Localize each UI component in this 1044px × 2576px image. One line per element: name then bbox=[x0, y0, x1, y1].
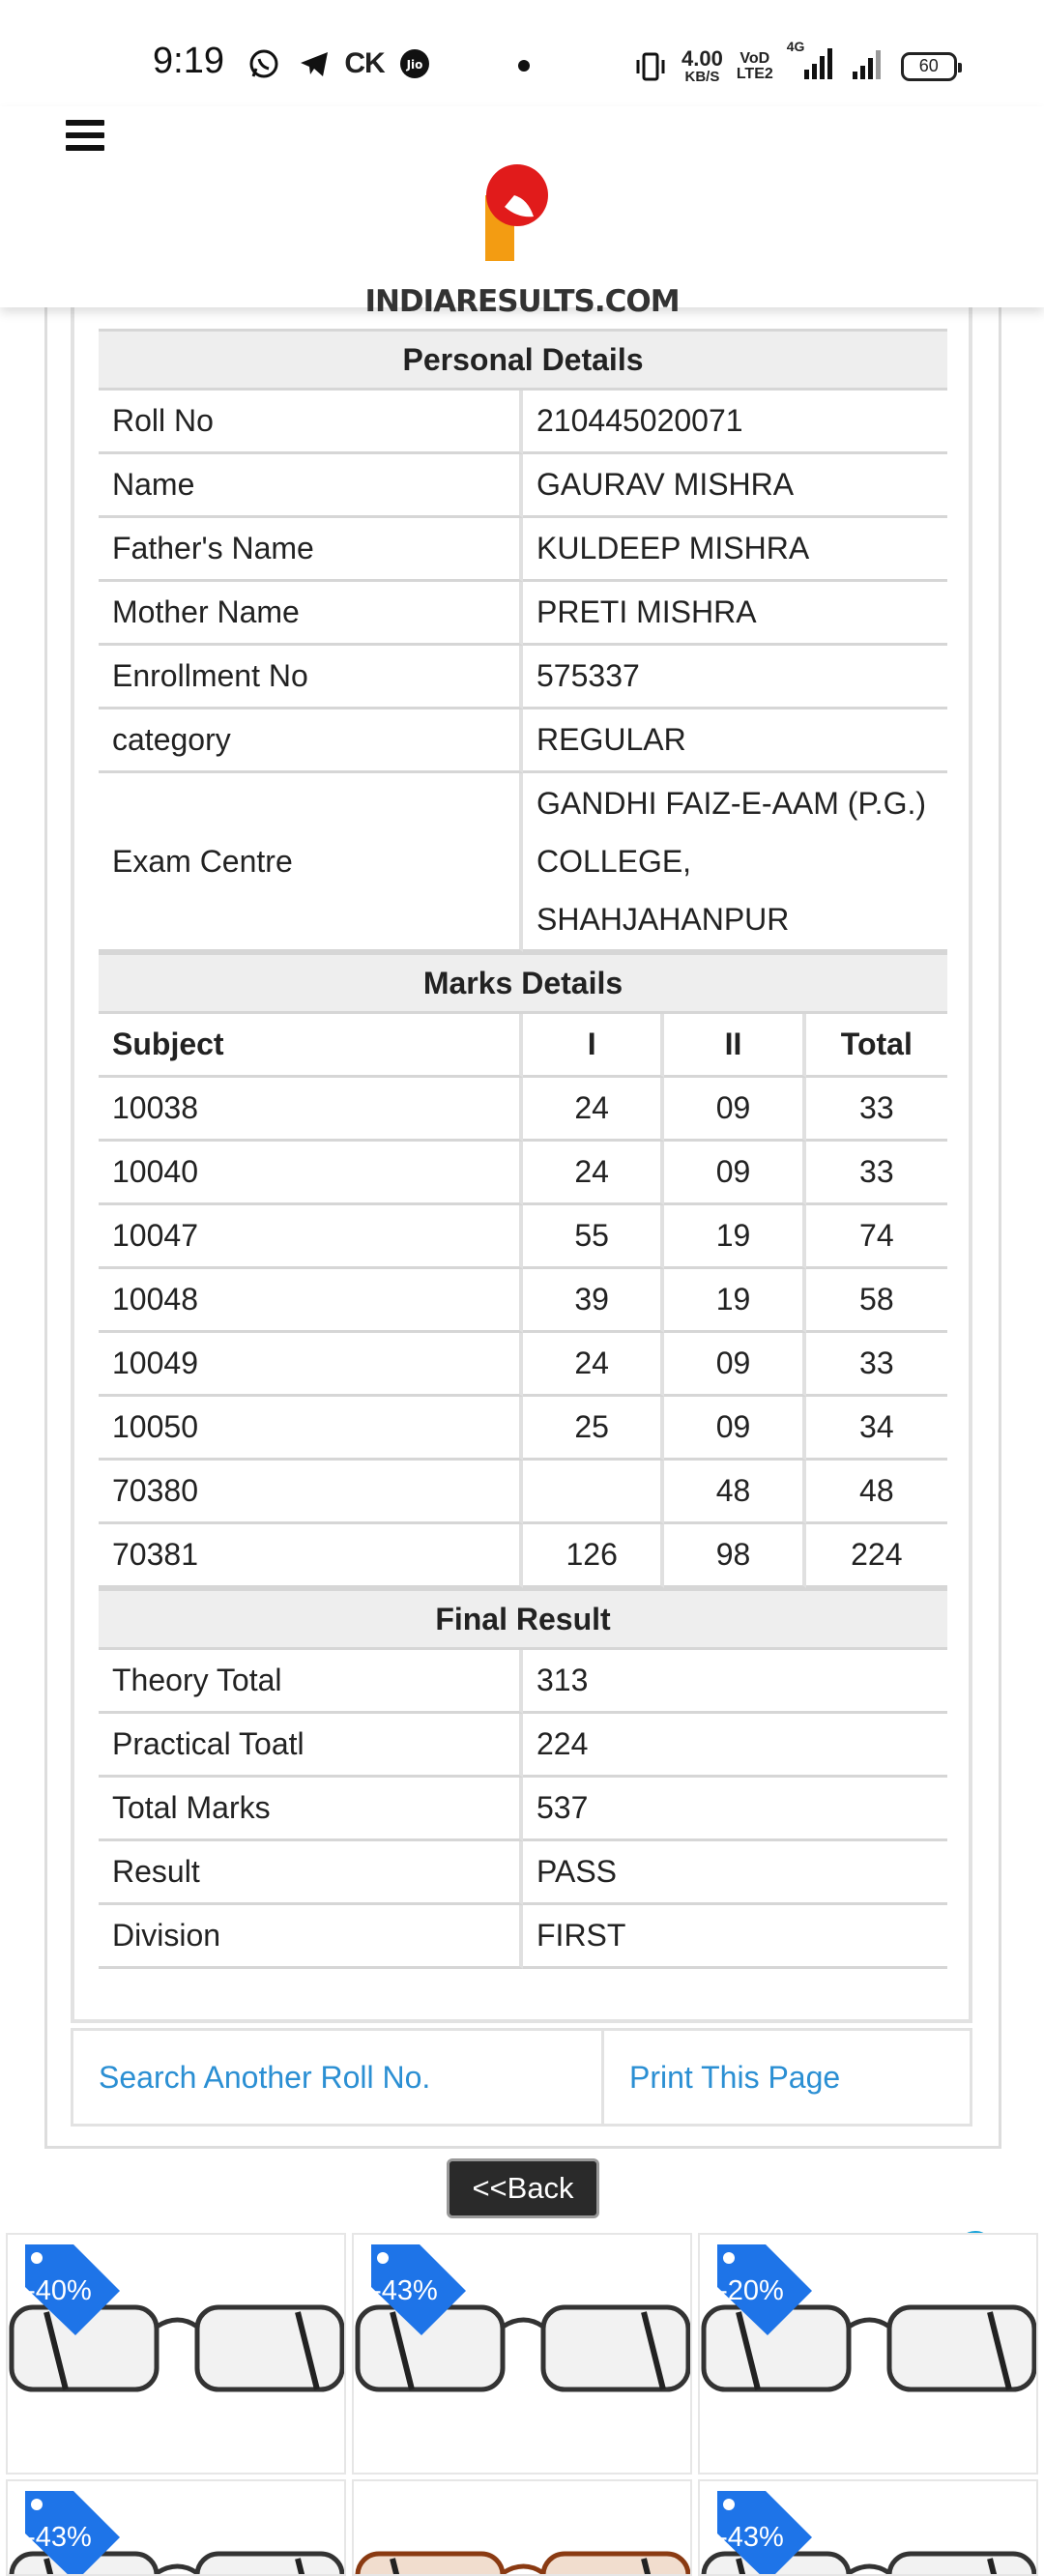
ck-icon: CK bbox=[344, 47, 385, 79]
discount-label: -43% bbox=[26, 2522, 92, 2553]
marks-cell: 224 bbox=[806, 1524, 947, 1588]
total-marks-value: 537 bbox=[523, 1778, 947, 1841]
subject-code: 10047 bbox=[99, 1205, 523, 1269]
subject-code: 10038 bbox=[99, 1078, 523, 1142]
result-value: PASS bbox=[523, 1841, 947, 1905]
marks-cell: 25 bbox=[523, 1397, 664, 1461]
marks-cell: 39 bbox=[523, 1269, 664, 1333]
logo-text: INDIARESULTS.COM bbox=[364, 284, 680, 319]
subject-code: 10049 bbox=[99, 1333, 523, 1397]
practical-total-value: 224 bbox=[523, 1714, 947, 1778]
discount-label: -20% bbox=[718, 2275, 784, 2306]
jio-icon bbox=[397, 46, 432, 81]
roll-no-value: 210445020071 bbox=[523, 391, 947, 454]
marks-row bbox=[99, 1078, 947, 1142]
table-row bbox=[99, 709, 947, 773]
telegram-icon bbox=[297, 46, 332, 81]
subject-code: 70381 bbox=[99, 1524, 523, 1588]
discount-tag bbox=[362, 2244, 468, 2341]
marks-cell bbox=[523, 1461, 664, 1524]
volte-icon: VoD LTE2 bbox=[736, 49, 773, 82]
table-row bbox=[99, 1841, 947, 1905]
marks-cell: 09 bbox=[664, 1397, 805, 1461]
discount-label: -43% bbox=[372, 2275, 438, 2306]
vibrate-icon bbox=[633, 49, 668, 84]
row-label: Name bbox=[99, 454, 523, 518]
row-label: Division bbox=[99, 1905, 523, 1969]
eyeglasses-image bbox=[354, 2481, 692, 2576]
theory-total-value: 313 bbox=[523, 1650, 947, 1714]
marks-cell: 74 bbox=[806, 1205, 947, 1269]
column-header: I bbox=[523, 1014, 664, 1078]
ad-product-card[interactable] bbox=[6, 2233, 346, 2475]
marks-row bbox=[99, 1461, 947, 1524]
marks-cell: 33 bbox=[806, 1142, 947, 1205]
marks-cell: 24 bbox=[523, 1333, 664, 1397]
ad-product-card[interactable] bbox=[6, 2479, 346, 2576]
discount-tag bbox=[708, 2491, 814, 2576]
ad-product-card[interactable] bbox=[352, 2479, 692, 2576]
ad-product-card[interactable] bbox=[698, 2233, 1038, 2475]
column-header: Total bbox=[806, 1014, 947, 1078]
marks-cell: 19 bbox=[664, 1205, 805, 1269]
row-label: Roll No bbox=[99, 391, 523, 454]
name-value: GAURAV MISHRA bbox=[523, 454, 947, 518]
action-links bbox=[71, 2028, 972, 2127]
section-header bbox=[99, 1588, 947, 1650]
division-value: FIRST bbox=[523, 1905, 947, 1969]
row-label: Father's Name bbox=[99, 518, 523, 582]
marks-cell: 34 bbox=[806, 1397, 947, 1461]
notification-dot bbox=[518, 60, 530, 72]
row-label: Exam Centre bbox=[99, 773, 523, 952]
exam-centre-value: GANDHI FAIZ-E-AAM (P.G.) COLLEGE, SHAHJAHANPUR bbox=[523, 773, 947, 952]
marks-cell: 24 bbox=[523, 1078, 664, 1142]
subject-code: 10050 bbox=[99, 1397, 523, 1461]
row-label: Enrollment No bbox=[99, 646, 523, 709]
table-row bbox=[99, 646, 947, 709]
marks-row bbox=[99, 1397, 947, 1461]
discount-label: -43% bbox=[718, 2522, 784, 2553]
column-header: Subject bbox=[99, 1014, 523, 1078]
marks-cell: 09 bbox=[664, 1333, 805, 1397]
ad-product-card[interactable] bbox=[352, 2233, 692, 2475]
table-row bbox=[99, 582, 947, 646]
subject-code: 10048 bbox=[99, 1269, 523, 1333]
search-another-link[interactable]: Search Another Roll No. bbox=[71, 2028, 604, 2127]
table-row bbox=[99, 518, 947, 582]
discount-tag bbox=[708, 2244, 814, 2341]
marks-cell: 58 bbox=[806, 1269, 947, 1333]
print-page-link[interactable]: Print This Page bbox=[604, 2028, 972, 2127]
marks-cell: 33 bbox=[806, 1078, 947, 1142]
menu-icon[interactable] bbox=[66, 120, 104, 151]
site-header bbox=[0, 106, 1044, 319]
svg-text:Jio: Jio bbox=[406, 58, 423, 72]
table-row bbox=[99, 1778, 947, 1841]
mother-name-value: PRETI MISHRA bbox=[523, 582, 947, 646]
marks-header-row bbox=[99, 1014, 947, 1078]
marks-row bbox=[99, 1205, 947, 1269]
row-label: Theory Total bbox=[99, 1650, 523, 1714]
column-header: II bbox=[664, 1014, 805, 1078]
marks-cell: 19 bbox=[664, 1269, 805, 1333]
subject-code: 10040 bbox=[99, 1142, 523, 1205]
marks-cell: 48 bbox=[664, 1461, 805, 1524]
signal-icon: 4G bbox=[787, 46, 835, 86]
discount-tag bbox=[15, 2491, 122, 2576]
notification-icons bbox=[246, 46, 432, 81]
marks-cell: 48 bbox=[806, 1461, 947, 1524]
signal-icon bbox=[849, 46, 887, 86]
father-name-value: KULDEEP MISHRA bbox=[523, 518, 947, 582]
marks-row bbox=[99, 1524, 947, 1588]
row-label: Mother Name bbox=[99, 582, 523, 646]
marks-cell: 09 bbox=[664, 1142, 805, 1205]
row-label: Total Marks bbox=[99, 1778, 523, 1841]
table-row bbox=[99, 454, 947, 518]
marks-cell: 24 bbox=[523, 1142, 664, 1205]
back-button[interactable]: <<Back bbox=[447, 2158, 599, 2218]
marks-row bbox=[99, 1269, 947, 1333]
battery-icon: 60 bbox=[901, 52, 957, 81]
marks-row bbox=[99, 1333, 947, 1397]
discount-label: -40% bbox=[26, 2275, 92, 2306]
category-value: REGULAR bbox=[523, 709, 947, 773]
system-icons bbox=[633, 39, 957, 86]
marks-row bbox=[99, 1142, 947, 1205]
section-header bbox=[99, 952, 947, 1014]
ad-product-card[interactable] bbox=[698, 2479, 1038, 2576]
enrollment-value: 575337 bbox=[523, 646, 947, 709]
table-row bbox=[99, 391, 947, 454]
marks-cell: 126 bbox=[523, 1524, 664, 1588]
network-speed: 4.00 KB/S bbox=[682, 46, 723, 85]
table-row bbox=[99, 773, 947, 952]
row-label: category bbox=[99, 709, 523, 773]
status-time: 9:19 bbox=[153, 41, 224, 81]
subject-code: 70380 bbox=[99, 1461, 523, 1524]
marks-cell: 09 bbox=[664, 1078, 805, 1142]
section-header bbox=[99, 329, 947, 391]
status-bar bbox=[0, 0, 1044, 106]
logo-graphic bbox=[362, 139, 682, 284]
table-row bbox=[99, 1714, 947, 1778]
personal-details-title: Personal Details bbox=[99, 329, 947, 391]
row-label: Practical Toatl bbox=[99, 1714, 523, 1778]
site-logo[interactable] bbox=[362, 139, 682, 319]
marks-cell: 33 bbox=[806, 1333, 947, 1397]
discount-tag bbox=[15, 2244, 122, 2341]
marks-details-title: Marks Details bbox=[99, 952, 947, 1014]
result-table bbox=[99, 329, 947, 1969]
whatsapp-icon bbox=[246, 46, 281, 81]
table-row bbox=[99, 1650, 947, 1714]
table-row bbox=[99, 1905, 947, 1969]
final-result-title: Final Result bbox=[99, 1588, 947, 1650]
marks-cell: 55 bbox=[523, 1205, 664, 1269]
row-label: Result bbox=[99, 1841, 523, 1905]
marks-cell: 98 bbox=[664, 1524, 805, 1588]
